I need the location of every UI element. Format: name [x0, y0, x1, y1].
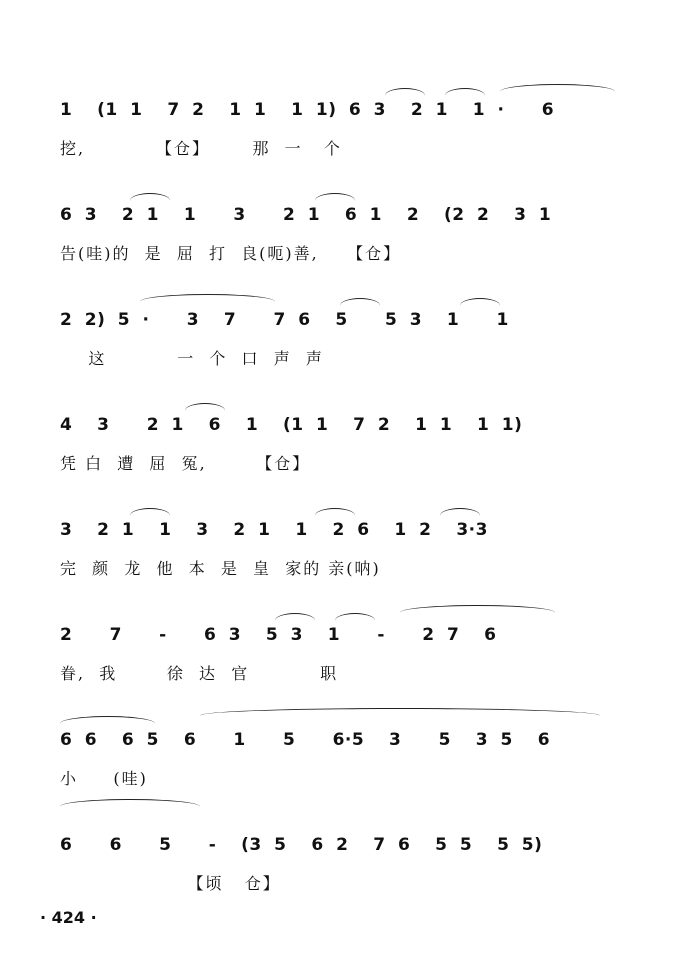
notation-row: 2 7 - 6 3 5 3 1 - 2 7 6	[60, 625, 497, 645]
slur-mark	[315, 508, 355, 523]
lyric-row: 这 一 个 口 声 声	[60, 349, 324, 368]
slur-mark	[400, 605, 555, 620]
slur-mark	[445, 88, 485, 103]
slur-mark	[60, 799, 200, 814]
lyric-row: 挖, 【仓】 那 一 个	[60, 139, 342, 158]
notation-row: 2 2) 5 · 3 7 7 6 5 5 3 1 1	[60, 310, 509, 330]
slur-mark	[130, 508, 170, 523]
slur-mark	[460, 298, 500, 313]
score-line-3	[60, 310, 620, 390]
lyric-row: 告(哇)的 是 屈 打 良(呃)善, 【仓】	[60, 244, 402, 263]
notation-row: 1 (1 1 7 2 1 1 1 1) 6 3 2 1 1 · 6	[60, 100, 555, 120]
notation-row: 6 6 6 5 6 1 5 6·5 3 5 3 5 6	[60, 730, 551, 750]
score-line-6	[60, 625, 620, 705]
slur-mark	[340, 298, 380, 313]
slur-mark	[60, 716, 155, 731]
notation-row: 6 6 5 - (3 5 6 2 7 6 5 5 5 5)	[60, 835, 543, 855]
page-number: · 424 ·	[40, 908, 97, 927]
score-line-1	[60, 100, 620, 180]
notation-row: 6 3 2 1 1 3 2 1 6 1 2 (2 2 3 1	[60, 205, 552, 225]
lyric-row: 眷, 我 徐 达 官 职	[60, 664, 339, 683]
lyric-row: 完 颜 龙 他 本 是 皇 家的 亲(呐)	[60, 559, 381, 578]
slur-mark	[440, 508, 480, 523]
notation-row: 4 3 2 1 6 1 (1 1 7 2 1 1 1 1)	[60, 415, 523, 435]
score-line-2	[60, 205, 620, 285]
notation-row: 3 2 1 1 3 2 1 1 2 6 1 2 3·3	[60, 520, 488, 540]
lyric-row: 【顷 仓】	[60, 874, 281, 893]
lyric-row: 小 (哇)	[60, 769, 148, 788]
slur-mark	[185, 403, 225, 418]
slur-mark	[200, 708, 600, 723]
slur-mark	[130, 193, 170, 208]
score-line-5	[60, 520, 620, 600]
slur-mark	[275, 613, 315, 628]
slur-mark	[335, 613, 375, 628]
slur-mark	[315, 193, 355, 208]
score-line-7	[60, 730, 620, 810]
slur-mark	[385, 88, 425, 103]
slur-mark	[140, 294, 275, 309]
slur-mark	[500, 84, 615, 99]
lyric-row: 凭 白 遭 屈 冤, 【仓】	[60, 454, 311, 473]
score-line-8	[60, 835, 620, 915]
score-line-4	[60, 415, 620, 495]
